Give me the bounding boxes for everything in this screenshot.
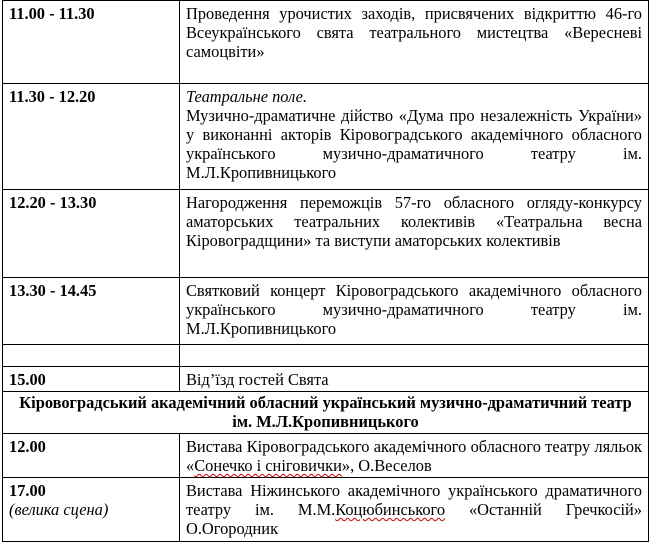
stage-note: (велика сцена) bbox=[9, 500, 109, 519]
time-cell bbox=[3, 478, 180, 542]
time-cell: 11.00 - 11.30 bbox=[3, 1, 180, 84]
event-description: Музично-драматичне дійство «Дума про незалежність України» у виконанні акторів Кіровоградського академічного обласного українського музично-драматичного театру ім. М.Л.Кропивницького bbox=[186, 106, 642, 182]
table-row bbox=[3, 278, 649, 345]
description-part: «Останній Гречкосій» О.Огородник bbox=[186, 500, 642, 538]
time-cell: 12.00 bbox=[3, 434, 180, 478]
time-value: 17.00 bbox=[9, 481, 46, 500]
time-cell: 13.30 - 14.45 bbox=[3, 278, 180, 345]
event-description-cell bbox=[180, 84, 649, 190]
description-part: Вистава Кіровоградського академічного обласного театру ляльок « bbox=[186, 437, 642, 475]
time-cell: 15.00 bbox=[3, 367, 180, 392]
empty-cell bbox=[3, 345, 180, 367]
table-row bbox=[3, 367, 649, 392]
time-cell: 12.20 - 13.30 bbox=[3, 190, 180, 278]
event-subtitle: Театральне поле. bbox=[186, 87, 308, 106]
event-description: Нагородження переможців 57-го обласного огляду-конкурсу аматорських театральних колективів «Театральна весна Кіровоградщини» та виступи аматорських колективів bbox=[180, 190, 649, 278]
event-description: Святковий концерт Кіровоградського академічного обласного українського музично-драматичного театру ім. М.Л.Кропивницького bbox=[180, 278, 649, 345]
name-misspelled: Коцюбинського bbox=[335, 500, 446, 519]
table-row bbox=[3, 84, 649, 190]
table-row bbox=[3, 1, 649, 84]
venue-header: Кіровоградський академічний обласний український музично-драматичний театр ім. М.Л.Кропивницького bbox=[3, 392, 649, 434]
table-row bbox=[3, 478, 649, 542]
schedule-table bbox=[2, 0, 649, 542]
event-description bbox=[180, 478, 649, 542]
time-cell: 11.30 - 12.20 bbox=[3, 84, 180, 190]
event-description: Проведення урочистих заходів, присвячених відкриттю 46-го Всеукраїнського свята театрального мистецтва «Вересневі самоцвіти» bbox=[180, 1, 649, 84]
description-part: », О.Веселов bbox=[341, 456, 432, 475]
event-description bbox=[180, 434, 649, 478]
show-title-misspelled: Сонечко і сніговички bbox=[194, 456, 342, 475]
venue-header-row bbox=[3, 392, 649, 434]
table-row bbox=[3, 190, 649, 278]
empty-row bbox=[3, 345, 649, 367]
table-row bbox=[3, 434, 649, 478]
event-description: Від’їзд гостей Свята bbox=[180, 367, 649, 392]
empty-cell bbox=[180, 345, 649, 367]
description-part: Вистава Ніжинського академічного українського драматичного театру ім. М.М. bbox=[186, 481, 642, 519]
